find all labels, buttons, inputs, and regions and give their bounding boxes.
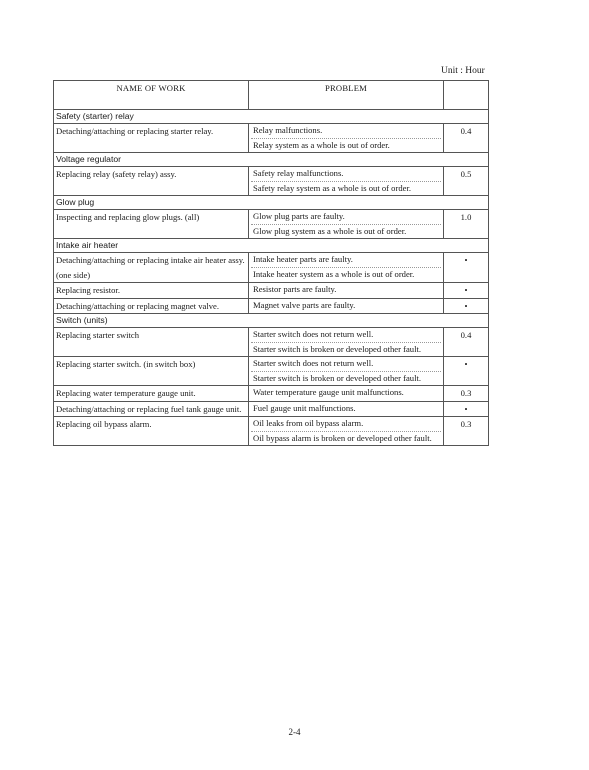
section-row: [54, 239, 489, 253]
unit-label: Unit : Hour: [441, 66, 485, 76]
time-cell: 0.3: [444, 386, 489, 402]
problem-cell: [249, 417, 444, 446]
table-row: [54, 401, 489, 417]
table-row: [54, 386, 489, 402]
work-cell: Detaching/attaching or replacing magnet valve.: [54, 298, 249, 314]
work-cell: Replacing starter switch: [54, 328, 249, 357]
problem-cell: [249, 328, 444, 357]
problem-line: Starter switch is broken or developed other fault.: [251, 342, 441, 357]
page-number: 2-4: [288, 727, 301, 737]
work-cell: Replacing water temperature gauge unit.: [54, 386, 249, 402]
time-cell: 0.4: [444, 124, 489, 153]
problem-line: Intake heater parts are faulty.: [253, 254, 353, 264]
problem-line: Relay system as a whole is out of order.: [251, 138, 441, 153]
table-row: [54, 357, 489, 386]
time-cell: 1.0: [444, 210, 489, 239]
time-cell: •: [444, 253, 489, 283]
time-cell: •: [444, 401, 489, 417]
section-row: [54, 110, 489, 124]
table-row: [54, 328, 489, 357]
problem-cell: [249, 283, 444, 299]
problem-cell: [249, 210, 444, 239]
work-cell: Detaching/attaching or replacing intake air heater assy. (one side): [54, 253, 249, 283]
problem-line: Resistor parts are faulty.: [253, 284, 337, 294]
table-header-row: [54, 81, 489, 110]
problem-line: Oil bypass alarm is broken or developed other fault.: [251, 431, 441, 446]
section-row: [54, 153, 489, 167]
problem-line: Magnet valve parts are faulty.: [253, 299, 356, 310]
table-row: [54, 283, 489, 299]
problem-cell: [249, 386, 444, 402]
section-title: Glow plug: [54, 196, 489, 210]
section-title: Intake air heater: [54, 239, 489, 253]
time-cell: 0.4: [444, 328, 489, 357]
table-row: [54, 298, 489, 314]
table-row: [54, 124, 489, 153]
time-cell: •: [444, 298, 489, 314]
work-cell: Inspecting and replacing glow plugs. (all): [54, 210, 249, 239]
problem-cell: [249, 298, 444, 314]
work-cell: Replacing oil bypass alarm.: [54, 417, 249, 446]
table-body: [54, 110, 489, 446]
time-cell: •: [444, 283, 489, 299]
table-row: [54, 253, 489, 283]
problem-cell: [249, 167, 444, 196]
problem-line: Starter switch is broken or developed other fault.: [251, 371, 441, 386]
section-title: Voltage regulator: [54, 153, 489, 167]
table-row: [54, 167, 489, 196]
problem-line: Relay malfunctions.: [253, 125, 323, 135]
table-row: [54, 210, 489, 239]
work-cell: Replacing starter switch. (in switch box): [54, 357, 249, 386]
problem-cell: [249, 253, 444, 283]
problem-cell: [249, 401, 444, 417]
time-cell: 0.3: [444, 417, 489, 446]
section-title: Switch (units): [54, 314, 489, 328]
work-cell: Replacing relay (safety relay) assy.: [54, 167, 249, 196]
problem-line: Glow plug system as a whole is out of order.: [251, 224, 441, 239]
problem-line: Safety relay system as a whole is out of order.: [251, 181, 441, 196]
header-problem: PROBLEM: [249, 81, 444, 110]
section-title: Safety (starter) relay: [54, 110, 489, 124]
time-cell: 0.5: [444, 167, 489, 196]
work-time-table: [53, 80, 489, 446]
problem-line: Intake heater system as a whole is out of order.: [251, 267, 441, 282]
header-time: [444, 81, 489, 110]
problem-line: Glow plug parts are faulty.: [253, 211, 345, 221]
problem-line: Fuel gauge unit malfunctions.: [253, 402, 356, 413]
section-row: [54, 314, 489, 328]
problem-cell: [249, 124, 444, 153]
time-cell: •: [444, 357, 489, 386]
section-row: [54, 196, 489, 210]
problem-line: Oil leaks from oil bypass alarm.: [253, 418, 364, 428]
problem-line: Safety relay malfunctions.: [253, 168, 344, 178]
problem-line: Water temperature gauge unit malfunctions.: [253, 387, 404, 397]
problem-line: Starter switch does not return well.: [253, 358, 374, 368]
table-row: [54, 417, 489, 446]
work-cell: Detaching/attaching or replacing starter relay.: [54, 124, 249, 153]
problem-line: Starter switch does not return well.: [253, 329, 374, 339]
header-name-of-work: NAME OF WORK: [54, 81, 249, 110]
problem-cell: [249, 357, 444, 386]
work-cell: Replacing resistor.: [54, 283, 249, 299]
work-cell: Detaching/attaching or replacing fuel tank gauge unit.: [54, 401, 249, 417]
